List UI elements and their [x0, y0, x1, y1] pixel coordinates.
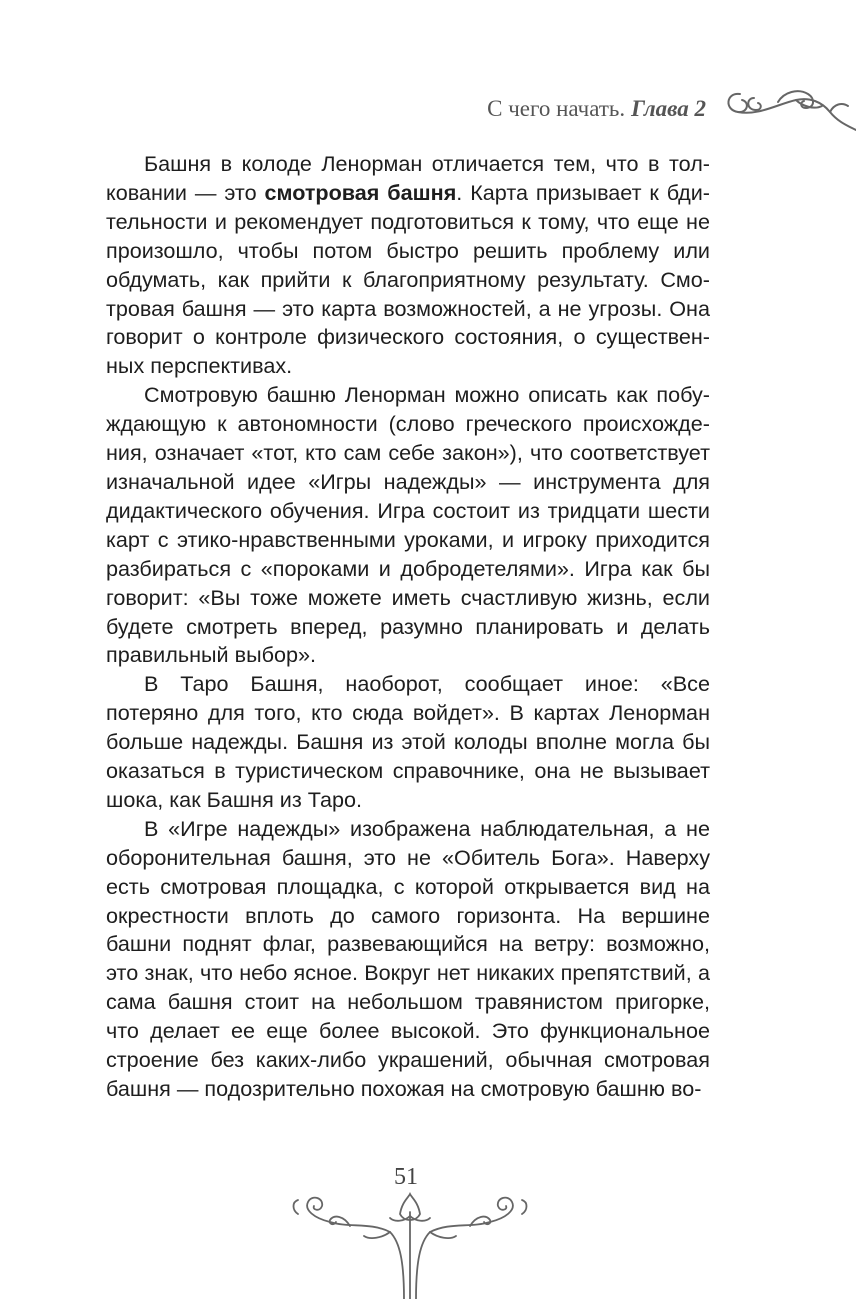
body-text: [106, 150, 710, 1104]
flourish-ornament-icon: [718, 80, 856, 142]
floral-ornament-icon: [290, 1192, 530, 1299]
emphasized-term: смотровая башня: [264, 179, 457, 205]
paragraph: В «Игре надежды» изображена наблюдательная, а не оборонительная башня, это не «Обитель Бога». Наверху есть смотровая площадка, с которой открывается вид на окрестности вплоть до самого горизонта. На вершине башни поднят флаг, развевающийся на ветру: возможно, это знак, что небо ясное. Вокруг нет никаких препятствий, а сама башня стоит на небольшом травянистом пригорке, что делает ее еще более высокой. Это функциональное строение без каких-либо украшений, обычная смотровая башня — подозрительно похожая на смотровую башню во-: [106, 815, 710, 1101]
running-header: [487, 96, 706, 122]
section-title: С чего начать.: [487, 96, 626, 121]
paragraph-text: . Карта призывает к бдительности и рекомендует подготовиться к тому, что еще не произошло, чтобы потом быстро решить проблему или обдумать, как прийти к благоприятному результату. Смотровая башня — это карта возможностей, а не угрозы. Она говорит о контроле физического состояния, о существенных перспективах.: [106, 179, 710, 379]
paragraph: Смотровую башню Ленорман можно описать как побуждающую к автономности (слово греческого происхождения, означает «тот, кто сам себе закон»), что соответствует изначальной идее «Игры надежды» — инструмента для дидактического обучения. Игра состоит из тридцати шести карт с этико-нравственными уроками, и игроку приходится разбираться с «пороками и добродетелями». Игра как бы говорит: «Вы тоже можете иметь счастливую жизнь, если будете смотреть вперед, разумно планировать и делать правильный выбор».: [106, 382, 710, 668]
chapter-label: Глава 2: [631, 96, 706, 121]
paragraph: [106, 150, 710, 381]
paragraph-text: Башня в колоде Ленорман отличается тем, что в толковании — это: [106, 151, 710, 205]
page-number: 51: [394, 1164, 418, 1190]
paragraph: В Таро Башня, наоборот, сообщает иное: «Все потеряно для того, кто сюда войдет». В картах Ленорман больше надежды. Башня из этой колоды вполне могла бы оказаться в туристическом справочнике, она не вызывает шока, как Башня из Таро.: [106, 671, 710, 812]
